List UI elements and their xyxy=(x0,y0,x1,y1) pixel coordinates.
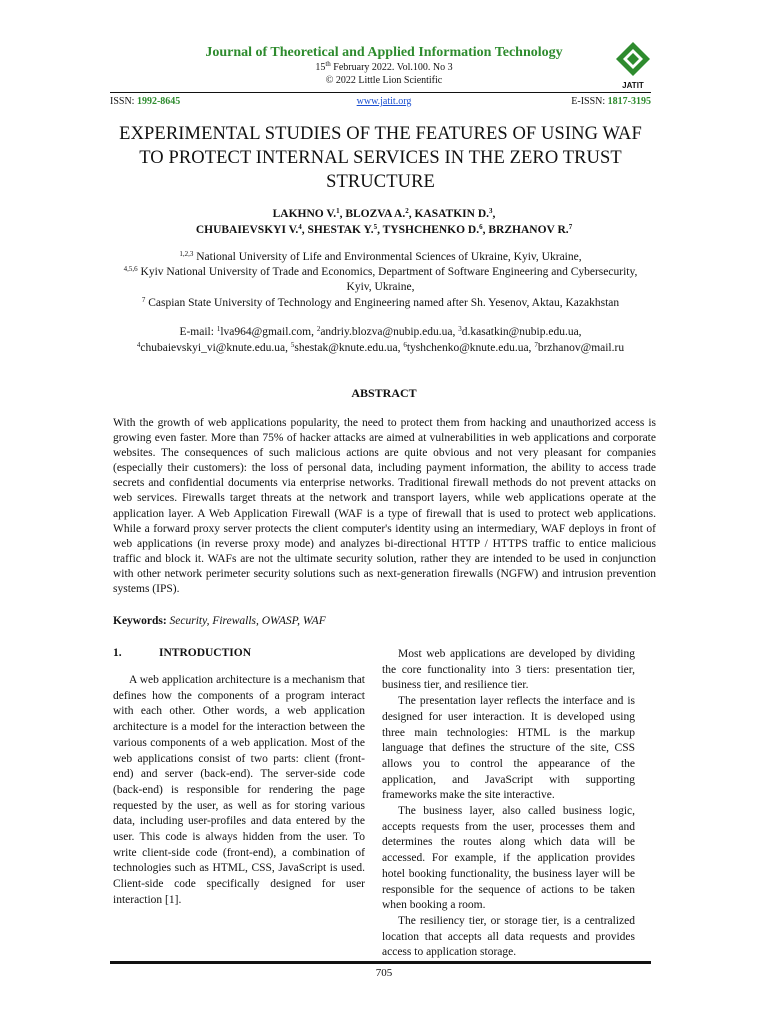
issue-day: 15 xyxy=(315,62,326,73)
journal-issue xyxy=(0,62,768,73)
email-address[interactable]: tyshchenko@knute.edu.ua, xyxy=(406,342,535,354)
email-label: E-mail: xyxy=(179,326,217,338)
affiliation-sup: 4,5,6 xyxy=(123,265,138,273)
paragraph: The business layer, also called business logic, accepts requests from the user, processes them and determines the routes along which data will be accessed. For example, if the application provides hotel booking functionality, the business layer will be responsible for the sequence of actions to be taken when booking a room. xyxy=(382,805,635,912)
author-name: KASATKIN D. xyxy=(414,208,490,220)
eissn-label: E-ISSN: xyxy=(571,96,608,107)
paper-title: EXPERIMENTAL STUDIES OF THE FEATURES OF USING WAF TO PROTECT INTERNAL SERVICES IN THE ZERO TRUST STRUCTURE xyxy=(119,124,642,192)
email-line-2: $^4$chubaievskyi_vi@knute.edu.ua, $^5$shestak@knute.edu.ua, $^6$tyshchenko@knute.edu.ua, $^7$brzhanov@mail.ru xyxy=(136,341,625,354)
jatit-logo xyxy=(614,40,652,90)
paragraph: A web application architecture is a mechanism that defines how the components of a program interact with each other. Other words, a web application architecture is a model for the interaction between the various components of a web application. Most of the web applications consist of two parts: client (front-end) and server (back-end). The server-side code (back-end) is responsible for rendering the page requested by the user, as well as for storing various data, including user-profiles and data entered by the user. This code is always hidden from the user. To write client-side code (front-end), a combination of technologies such as HTML, CSS, JavaScript is used. Client-side code specifically designed for user interaction [1]. xyxy=(113,674,365,906)
affiliation xyxy=(110,296,651,311)
issn-value: 1992-8645 xyxy=(136,96,181,107)
section-title: INTRODUCTION xyxy=(159,647,252,659)
issue-day-suffix: th xyxy=(325,60,331,68)
jatit-logo-text: JATIT xyxy=(622,81,644,90)
author-sup: 5 xyxy=(373,223,378,231)
right-column xyxy=(382,647,635,961)
email-address[interactable]: chubaievskyi_vi@knute.edu.ua, xyxy=(140,342,291,354)
affiliation xyxy=(110,250,651,265)
author-sup: 1 xyxy=(336,207,340,215)
footer-divider xyxy=(110,961,651,964)
author-name: TYSHCHENKO D. xyxy=(382,224,480,236)
email-address[interactable]: d.kasatkin@nubip.edu.ua, xyxy=(461,326,582,338)
email-line-1: E-mail: $^1$lva964@gmail.com, $^2$andriy.blozva@nubip.edu.ua, $^3$d.kasatkin@nubip.edu.ua, xyxy=(179,325,582,338)
header-divider xyxy=(110,92,651,93)
paragraph: Most web applications are developed by dividing the core functionality into 3 tiers: presentation tier, business tier, and resilience tier. xyxy=(382,648,635,692)
author-sup: 3 xyxy=(489,207,493,215)
eissn-value: 1817-3195 xyxy=(607,96,651,107)
jatit-logo-icon xyxy=(614,40,652,80)
abstract-body: With the growth of web applications popularity, the need to protect them from hacking and unauthorized access is growing even faster. More than 75% of hacker attacks are aimed at vulnerabilities in web applications and corporate websites. The consequences of such malicious actions are quite obvious and not very pleasant for companies (especially their customers): the loss of personal data, including payment information, the ability to access trade secrets and confidential documents via enterprise networks. Traditional firewall methods do not prevent attacks on web services. Firewalls target threats at the network and transport layers, while web applications operate at the application layer. A Web Application Firewall (WAF is a type of firewall that is used to protect web applications. While a forward proxy server protects the client computer's identity using an intermediary, WAF deploys in front of web applications (in reverse proxy mode) and analyzes bi-directional HTTP / HTTPS traffic to entice malicious traffic and block it. WAFs are not the ultimate security solution, rather they are intended to be used in conjunction with other network perimeter security solutions such as next-generation firewalls (NGFW) and intrusion prevention systems (IPS). xyxy=(113,417,656,596)
email-address[interactable]: andriy.blozva@nubip.edu.ua, xyxy=(320,326,459,338)
abstract-heading: ABSTRACT xyxy=(351,386,417,400)
issn-label: ISSN: xyxy=(110,96,137,107)
email-address[interactable]: lva964@gmail.com, xyxy=(220,326,317,338)
email-address[interactable]: brzhanov@mail.ru xyxy=(537,342,625,354)
journal-copyright: © 2022 Little Lion Scientific xyxy=(325,75,443,86)
author-sup: 4 xyxy=(298,223,302,231)
affiliation-sup: 1,2,3 xyxy=(179,250,194,258)
paragraph: The resiliency tier, or storage tier, is a centralized location that accepts all data requests and provides access to application storage. xyxy=(382,914,635,959)
page-number: 705 xyxy=(375,967,393,979)
author-name: BLOZVA A. xyxy=(345,208,406,220)
author-name: BRZHANOV R. xyxy=(488,224,569,236)
keywords-label: Keywords: xyxy=(113,615,170,627)
paragraph: The presentation layer reflects the interface and is designed for user interaction. It is developed using three main technologies: HTML is the markup language that defines the structure of the site, CSS allows you to control the appearance of the application, and JavaScript with supporting frameworks make the site interactive. xyxy=(382,695,635,802)
author-name: SHESTAK Y. xyxy=(307,224,374,236)
journal-title: Journal of Theoretical and Applied Information Technology xyxy=(205,45,563,60)
affiliation-text: National University of Life and Environmental Sciences of Ukraine, Kyiv, Ukraine, xyxy=(196,251,582,263)
section-number: 1. xyxy=(113,647,122,659)
keywords xyxy=(113,615,326,627)
author-sup: 6 xyxy=(479,223,483,231)
issue-rest: February 2022. Vol.100. No 3 xyxy=(330,62,453,73)
author-name: CHUBAIEVSKYI V. xyxy=(195,224,299,236)
email-address[interactable]: shestak@knute.edu.ua, xyxy=(294,342,404,354)
author-name: LAKHNO V. xyxy=(272,208,337,220)
left-column xyxy=(113,673,365,909)
authors-line-2: CHUBAIEVSKYI V.$^4$, SHESTAK Y.$^5$, TYSHCHENKO D.$^6$, BRZHANOV R.$^7$ xyxy=(195,223,573,236)
affiliation xyxy=(110,265,651,295)
keywords-text: Security, Firewalls, OWASP, WAF xyxy=(169,615,326,627)
affiliation-text: Caspian State University of Technology and Engineering named after Sh. Yesenov, Aktau, Kazakhstan xyxy=(148,297,620,309)
eissn xyxy=(571,96,651,107)
author-sup: 7 xyxy=(568,223,573,231)
affiliation-text: Kyiv National University of Trade and Economics, Department of Software Engineering and Cybersecurity, Kyiv, Ukraine, xyxy=(140,266,638,293)
authors-line-1: LAKHNO V.$^1$, BLOZVA A.$^2$, KASATKIN D.$^3$, xyxy=(272,207,496,220)
journal-site-link[interactable]: www.jatit.org xyxy=(356,96,412,107)
affiliation-sup: 7 xyxy=(141,296,146,304)
author-sup: 2 xyxy=(405,207,409,215)
